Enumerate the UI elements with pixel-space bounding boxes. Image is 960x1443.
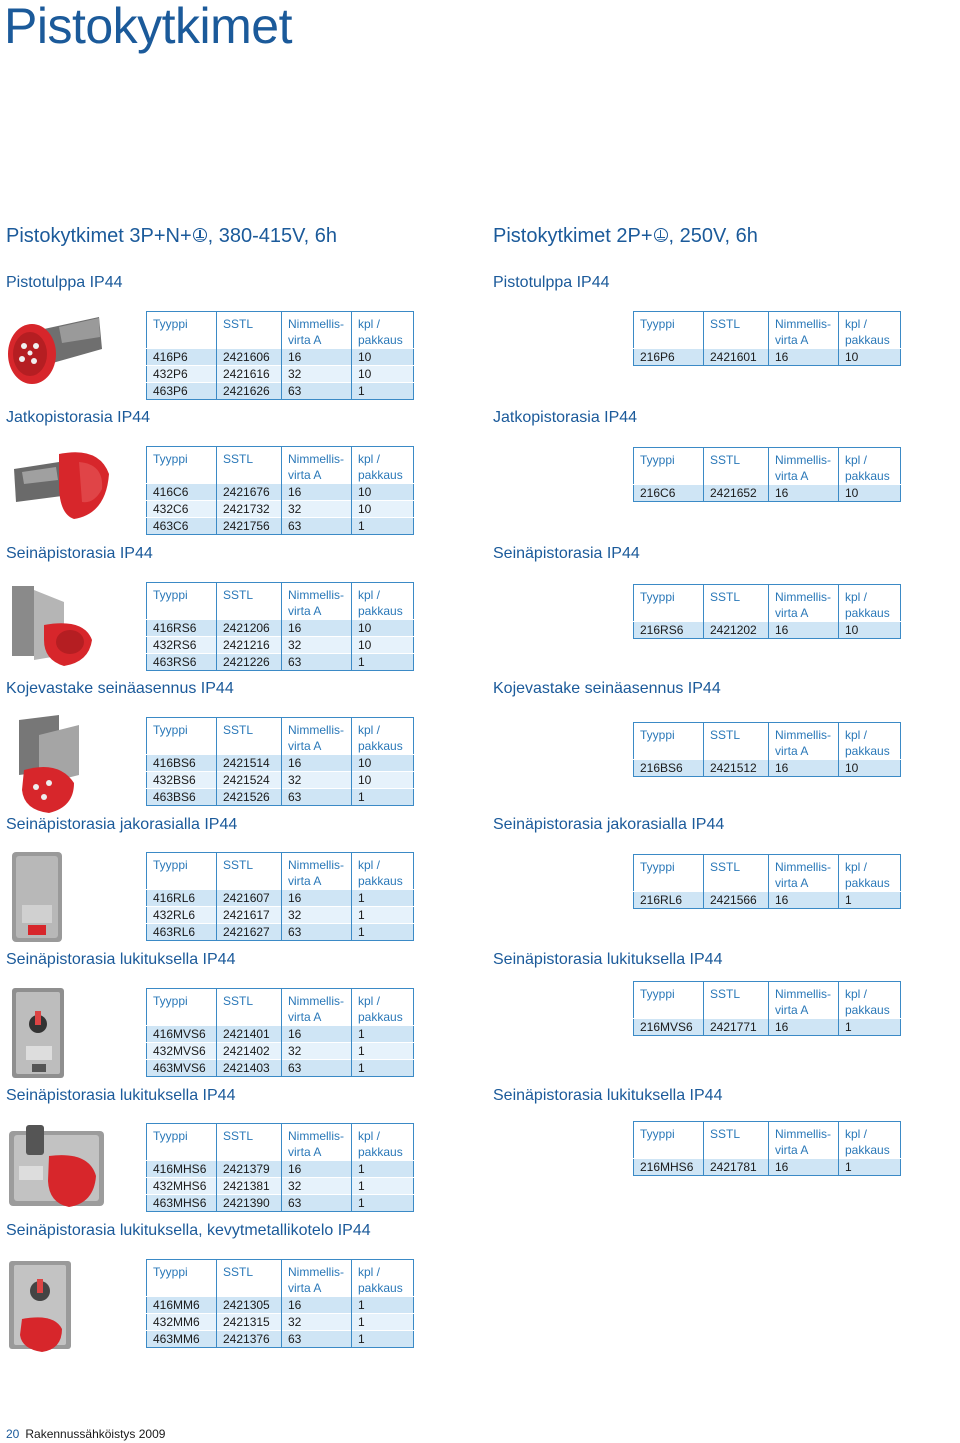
qty-cell: 10 bbox=[352, 772, 414, 789]
table-row bbox=[147, 484, 414, 501]
col-type-header: Tyyppi bbox=[640, 1127, 675, 1141]
col-qty-header: kpl / pakkaus bbox=[839, 982, 901, 1019]
qty-cell: 10 bbox=[839, 485, 901, 502]
current-cell: 16 bbox=[769, 760, 839, 777]
sstl-cell: 2421376 bbox=[217, 1331, 282, 1348]
sstl-cell: 2421216 bbox=[217, 637, 282, 654]
qty-cell: 10 bbox=[352, 501, 414, 518]
type-cell: 463MHS6 bbox=[147, 1195, 217, 1212]
table-row bbox=[147, 383, 414, 400]
col-type-header: Tyyppi bbox=[640, 987, 675, 1001]
qty-cell: 10 bbox=[839, 760, 901, 777]
qty-cell: 1 bbox=[352, 1195, 414, 1212]
type-cell: 416P6 bbox=[147, 349, 217, 366]
col-qty-header: kpl / pakkaus bbox=[352, 447, 414, 484]
current-cell: 16 bbox=[282, 484, 352, 501]
col-sstl-header: SSTL bbox=[704, 585, 769, 622]
sstl-cell: 2421390 bbox=[217, 1195, 282, 1212]
earth-symbol-icon bbox=[654, 228, 668, 242]
col-type-header: Tyyppi bbox=[153, 588, 188, 602]
type-cell: 216RS6 bbox=[634, 622, 704, 639]
sstl-cell: 2421617 bbox=[217, 907, 282, 924]
col-current-header: Nimmellis- virta A bbox=[769, 312, 839, 349]
col-type-header: Tyyppi bbox=[640, 590, 675, 604]
col-sstl-header: SSTL bbox=[217, 989, 282, 1026]
table-row bbox=[147, 637, 414, 654]
qty-cell: 1 bbox=[352, 1178, 414, 1195]
col-current-header: Nimmellis- virta A bbox=[282, 853, 352, 890]
table-row bbox=[147, 924, 414, 941]
type-cell: 463RS6 bbox=[147, 654, 217, 671]
sstl-cell: 2421206 bbox=[217, 620, 282, 637]
right-section-title bbox=[493, 224, 758, 248]
section-label-left: Kojevastake seinäasennus IP44 bbox=[6, 680, 234, 697]
type-cell: 463BS6 bbox=[147, 789, 217, 806]
qty-cell: 10 bbox=[839, 349, 901, 366]
sstl-cell: 2421756 bbox=[217, 518, 282, 535]
col-type-header: Tyyppi bbox=[153, 317, 188, 331]
product-photo bbox=[4, 1121, 114, 1221]
col-qty-header: kpl / pakkaus bbox=[839, 723, 901, 760]
section-label-right: Jatkopistorasia IP44 bbox=[493, 409, 638, 426]
spec-table-2p bbox=[633, 981, 901, 1036]
qty-cell: 1 bbox=[839, 1019, 901, 1036]
col-current-header: Nimmellis- virta A bbox=[769, 1122, 839, 1159]
table-row bbox=[147, 755, 414, 772]
spec-table-2p bbox=[633, 722, 901, 777]
sstl-cell: 2421732 bbox=[217, 501, 282, 518]
table-row bbox=[147, 1026, 414, 1043]
sstl-cell: 2421607 bbox=[217, 890, 282, 907]
col-sstl-header: SSTL bbox=[704, 982, 769, 1019]
table-row bbox=[147, 1331, 414, 1348]
col-type-header: Tyyppi bbox=[640, 728, 675, 742]
current-cell: 32 bbox=[282, 907, 352, 924]
qty-cell: 10 bbox=[352, 366, 414, 383]
qty-cell: 1 bbox=[352, 1060, 414, 1077]
col-current-header: Nimmellis- virta A bbox=[282, 1260, 352, 1297]
type-cell: 416C6 bbox=[147, 484, 217, 501]
col-qty-header: kpl / pakkaus bbox=[839, 448, 901, 485]
spec-table-2p bbox=[633, 854, 901, 909]
sstl-cell: 2421771 bbox=[704, 1019, 769, 1036]
footer-text: Rakennussähköistys 2009 bbox=[25, 1427, 166, 1441]
col-type-header: Tyyppi bbox=[153, 723, 188, 737]
table-row bbox=[147, 1060, 414, 1077]
col-qty-header: kpl / pakkaus bbox=[352, 989, 414, 1026]
qty-cell: 10 bbox=[352, 637, 414, 654]
type-cell: 432RS6 bbox=[147, 637, 217, 654]
sstl-cell: 2421652 bbox=[704, 485, 769, 502]
type-cell: 216BS6 bbox=[634, 760, 704, 777]
col-current-header: Nimmellis- virta A bbox=[282, 718, 352, 755]
current-cell: 16 bbox=[769, 349, 839, 366]
sstl-cell: 2421627 bbox=[217, 924, 282, 941]
qty-cell: 1 bbox=[352, 1314, 414, 1331]
spec-table-3p bbox=[146, 1123, 414, 1212]
qty-cell: 1 bbox=[352, 383, 414, 400]
type-cell: 416MVS6 bbox=[147, 1026, 217, 1043]
sstl-cell: 2421676 bbox=[217, 484, 282, 501]
qty-cell: 1 bbox=[352, 1331, 414, 1348]
spec-table-2p bbox=[633, 447, 901, 502]
sstl-cell: 2421512 bbox=[704, 760, 769, 777]
sstl-cell: 2421566 bbox=[704, 892, 769, 909]
spec-table-3p bbox=[146, 852, 414, 941]
qty-cell: 1 bbox=[352, 518, 414, 535]
current-cell: 63 bbox=[282, 924, 352, 941]
col-current-header: Nimmellis- virta A bbox=[282, 583, 352, 620]
section-label-left: Seinäpistorasia IP44 bbox=[6, 545, 153, 562]
right-title-rest: , 250V, 6h bbox=[668, 225, 758, 247]
section-label-left: Seinäpistorasia lukituksella IP44 bbox=[6, 951, 236, 968]
col-qty-header: kpl / pakkaus bbox=[839, 585, 901, 622]
product-photo bbox=[4, 715, 104, 820]
section-label-left: Pistotulppa IP44 bbox=[6, 274, 123, 291]
sstl-cell: 2421626 bbox=[217, 383, 282, 400]
current-cell: 63 bbox=[282, 1195, 352, 1212]
col-qty-header: kpl / pakkaus bbox=[352, 718, 414, 755]
section-label-left: Seinäpistorasia lukituksella, kevytmetallikotelo IP44 bbox=[6, 1222, 371, 1239]
page-title: Pistokytkimet bbox=[4, 0, 293, 54]
col-type-header: Tyyppi bbox=[153, 452, 188, 466]
qty-cell: 1 bbox=[352, 907, 414, 924]
type-cell: 432C6 bbox=[147, 501, 217, 518]
sstl-cell: 2421403 bbox=[217, 1060, 282, 1077]
spec-table-3p bbox=[146, 311, 414, 400]
type-cell: 416MHS6 bbox=[147, 1161, 217, 1178]
current-cell: 32 bbox=[282, 501, 352, 518]
product-photo bbox=[4, 580, 104, 675]
product-photo bbox=[4, 1257, 84, 1362]
col-current-header: Nimmellis- virta A bbox=[282, 447, 352, 484]
type-cell: 432RL6 bbox=[147, 907, 217, 924]
col-type-header: Tyyppi bbox=[640, 453, 675, 467]
col-sstl-header: SSTL bbox=[217, 312, 282, 349]
col-qty-header: kpl / pakkaus bbox=[839, 855, 901, 892]
table-row bbox=[147, 501, 414, 518]
type-cell: 432MM6 bbox=[147, 1314, 217, 1331]
section-label-left: Seinäpistorasia lukituksella IP44 bbox=[6, 1087, 236, 1104]
left-title-text: Pistokytkimet 3P+N+ bbox=[6, 225, 192, 247]
col-sstl-header: SSTL bbox=[704, 1122, 769, 1159]
col-current-header: Nimmellis- virta A bbox=[769, 982, 839, 1019]
type-cell: 216MVS6 bbox=[634, 1019, 704, 1036]
section-label-right: Seinäpistorasia lukituksella IP44 bbox=[493, 951, 723, 968]
spec-table-2p bbox=[633, 1121, 901, 1176]
col-current-header: Nimmellis- virta A bbox=[769, 585, 839, 622]
section-label-right: Seinäpistorasia lukituksella IP44 bbox=[493, 1087, 723, 1104]
type-cell: 463C6 bbox=[147, 518, 217, 535]
table-row bbox=[634, 892, 901, 909]
table-row bbox=[147, 1161, 414, 1178]
sstl-cell: 2421616 bbox=[217, 366, 282, 383]
table-row bbox=[147, 349, 414, 366]
current-cell: 32 bbox=[282, 772, 352, 789]
col-current-header: Nimmellis- virta A bbox=[282, 1124, 352, 1161]
table-row bbox=[147, 620, 414, 637]
col-qty-header: kpl / pakkaus bbox=[352, 1260, 414, 1297]
current-cell: 63 bbox=[282, 518, 352, 535]
sstl-cell: 2421401 bbox=[217, 1026, 282, 1043]
current-cell: 16 bbox=[282, 1161, 352, 1178]
table-row bbox=[634, 1159, 901, 1176]
qty-cell: 1 bbox=[352, 1026, 414, 1043]
type-cell: 463MVS6 bbox=[147, 1060, 217, 1077]
current-cell: 16 bbox=[769, 1019, 839, 1036]
table-row bbox=[634, 760, 901, 777]
qty-cell: 1 bbox=[352, 654, 414, 671]
sstl-cell: 2421226 bbox=[217, 654, 282, 671]
type-cell: 216MHS6 bbox=[634, 1159, 704, 1176]
qty-cell: 1 bbox=[839, 892, 901, 909]
right-title-text: Pistokytkimet 2P+ bbox=[493, 225, 653, 247]
current-cell: 16 bbox=[282, 1297, 352, 1314]
spec-table-3p bbox=[146, 582, 414, 671]
qty-cell: 1 bbox=[352, 1161, 414, 1178]
product-photo bbox=[4, 444, 114, 529]
col-current-header: Nimmellis- virta A bbox=[769, 723, 839, 760]
col-qty-header: kpl / pakkaus bbox=[352, 583, 414, 620]
table-row bbox=[634, 485, 901, 502]
current-cell: 16 bbox=[282, 890, 352, 907]
col-sstl-header: SSTL bbox=[217, 853, 282, 890]
table-row bbox=[147, 1314, 414, 1331]
type-cell: 463RL6 bbox=[147, 924, 217, 941]
col-current-header: Nimmellis- virta A bbox=[769, 855, 839, 892]
qty-cell: 1 bbox=[352, 1297, 414, 1314]
current-cell: 63 bbox=[282, 383, 352, 400]
current-cell: 16 bbox=[769, 1159, 839, 1176]
table-row bbox=[634, 622, 901, 639]
col-current-header: Nimmellis- virta A bbox=[769, 448, 839, 485]
qty-cell: 10 bbox=[352, 620, 414, 637]
sstl-cell: 2421606 bbox=[217, 349, 282, 366]
qty-cell: 1 bbox=[352, 890, 414, 907]
qty-cell: 10 bbox=[352, 349, 414, 366]
section-label-left: Jatkopistorasia IP44 bbox=[6, 409, 151, 426]
current-cell: 32 bbox=[282, 1178, 352, 1195]
product-photo bbox=[4, 309, 104, 399]
qty-cell: 10 bbox=[352, 484, 414, 501]
table-row bbox=[634, 1019, 901, 1036]
sstl-cell: 2421202 bbox=[704, 622, 769, 639]
table-row bbox=[147, 890, 414, 907]
col-type-header: Tyyppi bbox=[153, 994, 188, 1008]
col-qty-header: kpl / pakkaus bbox=[352, 853, 414, 890]
earth-symbol-icon bbox=[193, 228, 207, 242]
sstl-cell: 2421514 bbox=[217, 755, 282, 772]
current-cell: 63 bbox=[282, 654, 352, 671]
col-type-header: Tyyppi bbox=[153, 858, 188, 872]
type-cell: 432P6 bbox=[147, 366, 217, 383]
table-row bbox=[147, 1195, 414, 1212]
type-cell: 416MM6 bbox=[147, 1297, 217, 1314]
col-sstl-header: SSTL bbox=[217, 718, 282, 755]
current-cell: 16 bbox=[282, 1026, 352, 1043]
type-cell: 463MM6 bbox=[147, 1331, 217, 1348]
type-cell: 432MVS6 bbox=[147, 1043, 217, 1060]
type-cell: 216C6 bbox=[634, 485, 704, 502]
sstl-cell: 2421601 bbox=[704, 349, 769, 366]
col-sstl-header: SSTL bbox=[217, 1124, 282, 1161]
col-current-header: Nimmellis- virta A bbox=[282, 312, 352, 349]
table-row bbox=[147, 1178, 414, 1195]
spec-table-3p bbox=[146, 988, 414, 1077]
qty-cell: 10 bbox=[839, 622, 901, 639]
current-cell: 16 bbox=[769, 892, 839, 909]
col-type-header: Tyyppi bbox=[640, 317, 675, 331]
product-photo bbox=[4, 986, 84, 1091]
col-type-header: Tyyppi bbox=[640, 860, 675, 874]
current-cell: 32 bbox=[282, 366, 352, 383]
sstl-cell: 2421305 bbox=[217, 1297, 282, 1314]
col-qty-header: kpl / pakkaus bbox=[352, 312, 414, 349]
table-row bbox=[147, 907, 414, 924]
table-row bbox=[147, 366, 414, 383]
qty-cell: 1 bbox=[839, 1159, 901, 1176]
col-qty-header: kpl / pakkaus bbox=[352, 1124, 414, 1161]
table-row bbox=[147, 789, 414, 806]
spec-table-3p bbox=[146, 717, 414, 806]
section-label-right: Pistotulppa IP44 bbox=[493, 274, 610, 291]
col-type-header: Tyyppi bbox=[153, 1129, 188, 1143]
spec-table-3p bbox=[146, 1259, 414, 1348]
table-row bbox=[147, 1043, 414, 1060]
section-label-right: Seinäpistorasia jakorasialla IP44 bbox=[493, 816, 725, 833]
page-number: 20 bbox=[6, 1427, 20, 1441]
col-qty-header: kpl / pakkaus bbox=[839, 312, 901, 349]
current-cell: 32 bbox=[282, 1314, 352, 1331]
current-cell: 63 bbox=[282, 1331, 352, 1348]
left-section-title bbox=[6, 224, 337, 248]
current-cell: 32 bbox=[282, 637, 352, 654]
col-sstl-header: SSTL bbox=[704, 312, 769, 349]
section-label-right: Seinäpistorasia IP44 bbox=[493, 545, 640, 562]
sstl-cell: 2421524 bbox=[217, 772, 282, 789]
table-row bbox=[147, 518, 414, 535]
sstl-cell: 2421402 bbox=[217, 1043, 282, 1060]
col-current-header: Nimmellis- virta A bbox=[282, 989, 352, 1026]
type-cell: 216P6 bbox=[634, 349, 704, 366]
spec-table-2p bbox=[633, 311, 901, 366]
col-type-header: Tyyppi bbox=[153, 1265, 188, 1279]
qty-cell: 1 bbox=[352, 1043, 414, 1060]
type-cell: 432BS6 bbox=[147, 772, 217, 789]
type-cell: 432MHS6 bbox=[147, 1178, 217, 1195]
sstl-cell: 2421379 bbox=[217, 1161, 282, 1178]
qty-cell: 1 bbox=[352, 789, 414, 806]
current-cell: 32 bbox=[282, 1043, 352, 1060]
table-row bbox=[147, 1297, 414, 1314]
qty-cell: 10 bbox=[352, 755, 414, 772]
current-cell: 16 bbox=[282, 755, 352, 772]
qty-cell: 1 bbox=[352, 924, 414, 941]
col-sstl-header: SSTL bbox=[704, 855, 769, 892]
type-cell: 416RL6 bbox=[147, 890, 217, 907]
type-cell: 416RS6 bbox=[147, 620, 217, 637]
sstl-cell: 2421526 bbox=[217, 789, 282, 806]
col-sstl-header: SSTL bbox=[704, 723, 769, 760]
col-sstl-header: SSTL bbox=[217, 1260, 282, 1297]
left-title-rest: , 380-415V, 6h bbox=[207, 225, 337, 247]
sstl-cell: 2421315 bbox=[217, 1314, 282, 1331]
section-label-left: Seinäpistorasia jakorasialla IP44 bbox=[6, 816, 238, 833]
current-cell: 63 bbox=[282, 789, 352, 806]
type-cell: 463P6 bbox=[147, 383, 217, 400]
section-label-right: Kojevastake seinäasennus IP44 bbox=[493, 680, 721, 697]
current-cell: 16 bbox=[769, 622, 839, 639]
col-sstl-header: SSTL bbox=[217, 583, 282, 620]
spec-table-2p bbox=[633, 584, 901, 639]
sstl-cell: 2421381 bbox=[217, 1178, 282, 1195]
type-cell: 216RL6 bbox=[634, 892, 704, 909]
page-footer bbox=[6, 1427, 165, 1441]
col-qty-header: kpl / pakkaus bbox=[839, 1122, 901, 1159]
current-cell: 16 bbox=[282, 349, 352, 366]
table-row bbox=[147, 772, 414, 789]
spec-table-3p bbox=[146, 446, 414, 535]
current-cell: 16 bbox=[769, 485, 839, 502]
sstl-cell: 2421781 bbox=[704, 1159, 769, 1176]
table-row bbox=[634, 349, 901, 366]
current-cell: 16 bbox=[282, 620, 352, 637]
table-row bbox=[147, 654, 414, 671]
product-photo bbox=[4, 850, 84, 955]
current-cell: 63 bbox=[282, 1060, 352, 1077]
col-sstl-header: SSTL bbox=[704, 448, 769, 485]
type-cell: 416BS6 bbox=[147, 755, 217, 772]
col-sstl-header: SSTL bbox=[217, 447, 282, 484]
